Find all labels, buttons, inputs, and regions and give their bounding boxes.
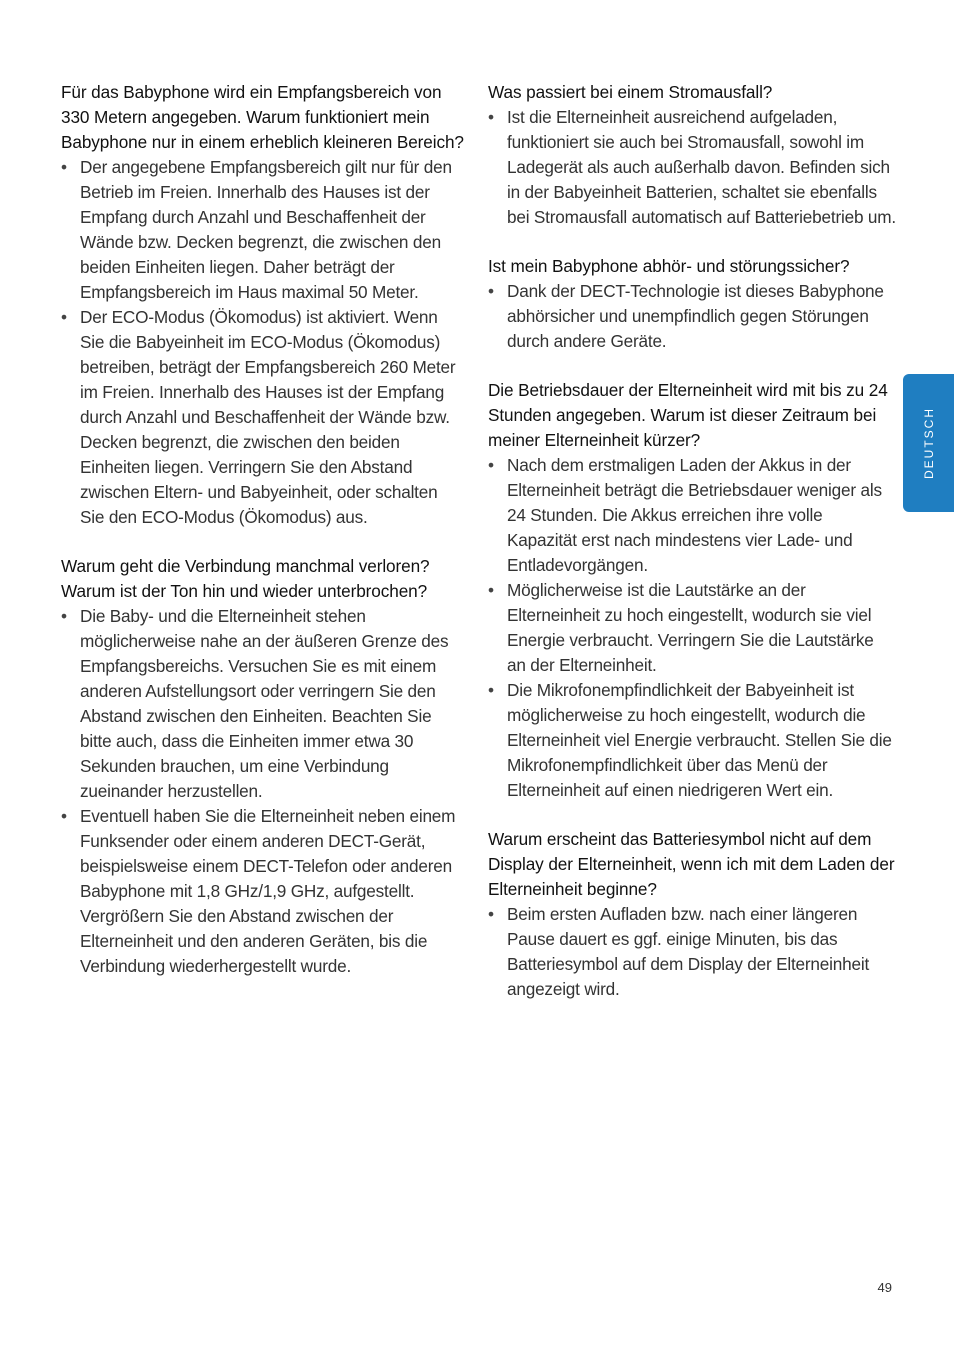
faq-question: Was passiert bei einem Stromausfall?: [488, 82, 773, 102]
faq-answer-list: [488, 902, 896, 1002]
faq-answer-list: [61, 604, 465, 979]
language-tab-label: DEUTSCH: [921, 406, 936, 480]
page-number: 49: [877, 1280, 892, 1295]
faq-answer: • Möglicherweise ist die Lautstärke an der Elterneinheit zu hoch eingestellt, wodurch sie viel Energie verbraucht. Verringern Sie die Lautstärke an der Elterneinheit.: [488, 578, 896, 678]
faq-question: Die Betriebsdauer der Elterneinheit wird mit bis zu 24 Stunden angegeben. Warum ist dieser Zeitraum bei meiner Elterneinheit kürzer?: [488, 380, 888, 450]
faq-question: Ist mein Babyphone abhör- und störungssicher?: [488, 256, 850, 276]
faq-answer: • Beim ersten Aufladen bzw. nach einer längeren Pause dauert es ggf. einige Minuten, bis das Batteriesymbol auf dem Display der Elterneinheit angezeigt wird.: [488, 902, 896, 1002]
faq-reception-range: [61, 80, 465, 530]
faq-answer: • Dank der DECT-Technologie ist dieses Babyphone abhörsicher und unempfindlich gegen Störungen durch andere Geräte.: [488, 279, 896, 354]
right-column: [488, 80, 896, 1026]
faq-answer-list: [488, 453, 896, 803]
faq-answer-list: [61, 155, 465, 530]
left-column: [61, 80, 465, 1003]
faq-operating-time: [488, 378, 896, 803]
faq-answer: • Die Mikrofonempfindlichkeit der Babyeinheit ist möglicherweise zu hoch eingestellt, wodurch die Elterneinheit viel Energie verbraucht. Stellen Sie die Mikrofonempfindlichkeit über das Menü der Elterneinheit auf einen niedrigeren Wert ein.: [488, 678, 896, 803]
faq-answer: • Der ECO-Modus (Ökomodus) ist aktiviert. Wenn Sie die Babyeinheit im ECO-Modus (Ökomodus) betreiben, beträgt der Empfangsbereich 260 Meter im Freien. Innerhalb des Hauses ist der Empfang durch Anzahl und Beschaffenheit der Wände bzw. Decken begrenzt, die zwischen den beiden Einheiten liegen. Verringern Sie den Abstand zwischen Eltern- und Babyeinheit, oder schalten Sie den ECO-Modus (Ökomodus) aus.: [61, 305, 465, 530]
faq-answer: • Der angegebene Empfangsbereich gilt nur für den Betrieb im Freien. Innerhalb des Hauses ist der Empfang durch Anzahl und Beschaffenheit der Wände bzw. Decken begrenzt, die zwischen den beiden Einheiten liegen. Daher beträgt der Empfangsbereich im Haus maximal 50 Meter.: [61, 155, 465, 305]
faq-answer-list: [488, 279, 896, 354]
faq-answer: • Die Baby- und die Elterneinheit stehen möglicherweise nahe an der äußeren Grenze des Empfangsbereichs. Versuchen Sie es mit einem anderen Aufstellungsort oder verringern Sie den Abstand zwischen den Einheiten. Beachten Sie bitte auch, dass die Einheiten immer etwa 30 Sekunden brauchen, um eine Verbindung zueinander herzustellen.: [61, 604, 465, 804]
faq-answer: • Nach dem erstmaligen Laden der Akkus in der Elterneinheit beträgt die Betriebsdauer weniger als 24 Stunden. Die Akkus erreichen ihre volle Kapazität erst nach mindestens vier Lade- und Entladevorgängen.: [488, 453, 896, 578]
faq-power-failure: [488, 80, 896, 230]
faq-question: Warum geht die Verbindung manchmal verloren? Warum ist der Ton hin und wieder unterbrochen?: [61, 556, 430, 601]
faq-eavesdropping: [488, 254, 896, 354]
faq-connection-lost: [61, 554, 465, 979]
faq-question: Für das Babyphone wird ein Empfangsbereich von 330 Metern angegeben. Warum funktioniert mein Babyphone nur in einem erheblich kleineren Bereich?: [61, 82, 464, 152]
faq-answer: • Ist die Elterneinheit ausreichend aufgeladen, funktioniert sie auch bei Stromausfall, sowohl im Ladegerät als auch außerhalb davon. Befinden sich in der Babyeinheit Batterien, schaltet sie ebenfalls bei Stromausfall automatisch auf Batteriebetrieb um.: [488, 105, 896, 230]
faq-question: Warum erscheint das Batteriesymbol nicht auf dem Display der Elterneinheit, wenn ich mit dem Laden der Elterneinheit beginne?: [488, 829, 895, 899]
faq-battery-symbol: [488, 827, 896, 1002]
language-tab: [903, 374, 954, 512]
faq-answer: • Eventuell haben Sie die Elterneinheit neben einem Funksender oder einem anderen DECT-Gerät, beispielsweise einem DECT-Telefon oder anderen Babyphone mit 1,8 GHz/1,9 GHz, aufgestellt. Vergrößern Sie den Abstand zwischen der Elterneinheit und den anderen Geräten, bis die Verbindung wiederhergestellt wurde.: [61, 804, 465, 979]
faq-answer-list: [488, 105, 896, 230]
